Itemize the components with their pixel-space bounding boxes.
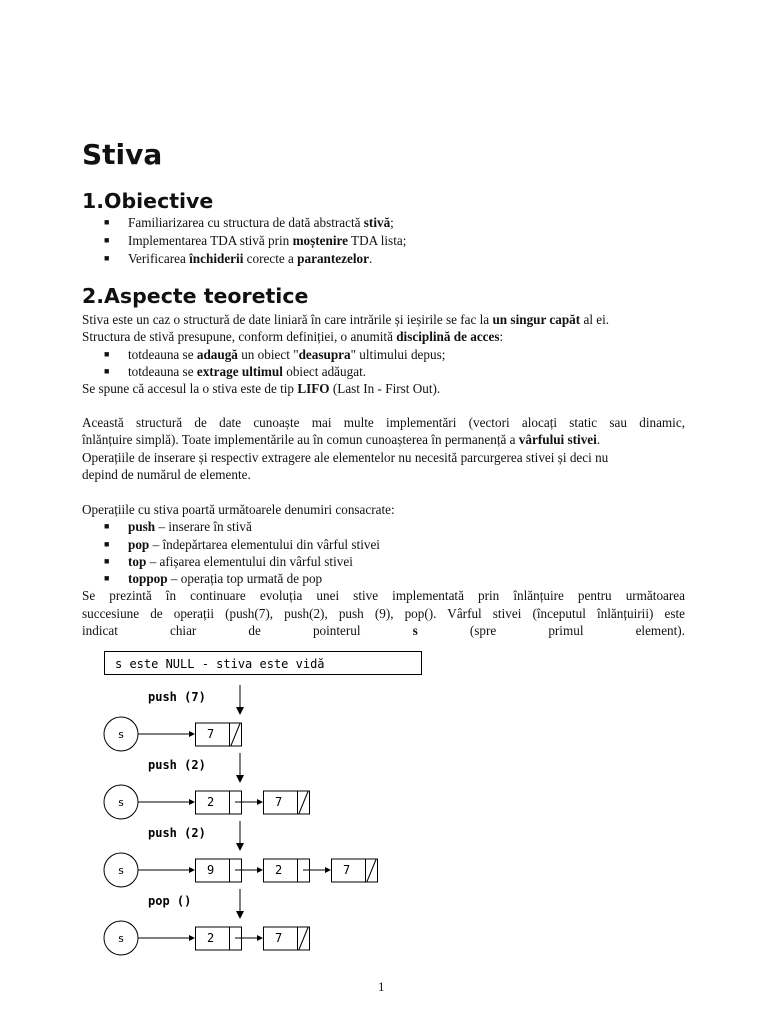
node-value: 7 [207,727,215,741]
arrowhead-icon [189,935,195,941]
null-slash-icon [299,792,308,814]
paragraph-line: Stiva este un caz o structură de date liniară în care intrările și ieșirile se fac la un singur capăt al ei. [82,312,610,327]
paragraph-line: Operațiile de inserare și respectiv extragere ale elementelor nu necesită parcurgerea stivei și deci nu [82,450,609,465]
list-node [196,791,242,814]
list-node [196,723,242,746]
list-node [332,859,378,882]
list-node [196,859,242,882]
bullet-icon: ■ [104,253,110,263]
access-rule-item: totdeauna se extrage ultimul obiect adăugat. [128,364,367,379]
bullet-icon: ■ [104,217,110,227]
paragraph-line: înlănțuire simplă). Toate implementările au în comun cunoașterea în permanență a vârfului stivei. [82,432,601,447]
arrowhead-icon [189,867,195,873]
arrowhead-icon [325,867,331,873]
node-value: 2 [207,795,215,809]
operation-label: push (7) [148,690,206,704]
null-state-label: s este NULL - stiva este vidă [115,657,325,671]
objective-item: Implementarea TDA stivă prin moștenire TDA lista; [128,233,407,248]
operation-label: push (2) [148,758,206,772]
paragraph-line: indicat chiar de pointerul s (spre primul element). [82,623,685,638]
down-arrowhead-icon [236,775,244,783]
arrowhead-icon [189,799,195,805]
node-value: 7 [343,863,351,877]
paragraph-line: succesiune de operații (push(7), push(2), push (9), pop(). Vârful stivei (începutul înlănțuirii) este [82,606,685,621]
arrowhead-icon [257,935,263,941]
null-slash-icon [231,724,240,746]
bullet-icon: ■ [104,573,110,583]
node-value: 2 [207,931,215,945]
operation-item: push – inserare în stivă [128,519,252,534]
pointer-s-label: s [117,796,125,809]
node-value: 2 [275,863,283,877]
objectives-heading: 1.Obiective [82,189,214,213]
operation-item: pop – îndepărtarea elementului din vârful stivei [128,537,380,552]
bullet-icon: ■ [104,235,110,245]
list-node [196,927,242,950]
page-number: 1 [378,979,385,994]
access-rule-item: totdeauna se adaugă un obiect "deasupra" ultimului depus; [128,347,446,362]
node-value: 7 [275,795,283,809]
paragraph-line: Structura de stivă presupune, conform definiției, o anumită disciplină de acces: [82,329,504,344]
down-arrowhead-icon [236,707,244,715]
operation-item: toppop – operația top urmată de pop [128,571,323,586]
bullet-icon: ■ [104,349,110,359]
operation-item: top – afișarea elementului din vârful stivei [128,554,353,569]
list-node [264,859,310,882]
objective-item: Verificarea închiderii corecte a parantezelor. [128,251,373,266]
operation-label: pop () [148,894,192,908]
diagram-steps [104,685,378,955]
bullet-icon: ■ [104,556,110,566]
list-node [264,927,310,950]
theory-heading: 2.Aspecte teoretice [82,284,309,308]
paragraph-line: Operațiile cu stiva poartă următoarele denumiri consacrate: [82,502,395,517]
bullet-icon: ■ [104,366,110,376]
arrowhead-icon [257,867,263,873]
objective-item: Familiarizarea cu structura de dată abstractă stivă; [128,215,394,230]
null-slash-icon [299,928,308,950]
operation-label: push (2) [148,826,206,840]
arrowhead-icon [257,799,263,805]
bullet-icon: ■ [104,539,110,549]
paragraph-line: Se spune că accesul la o stiva este de tip LIFO (Last In - First Out). [82,381,441,396]
arrowhead-icon [189,731,195,737]
down-arrowhead-icon [236,843,244,851]
list-node [264,791,310,814]
paragraph-line: Se prezintă în continuare evoluția unei stive implementată prin înlănțuire pentru următoarea [82,588,685,603]
pointer-s-label: s [117,728,125,741]
bullet-icon: ■ [104,521,110,531]
node-value: 7 [275,931,283,945]
null-slash-icon [367,860,376,882]
paragraph-line: Această structură de date cunoaște mai multe implementări (vectori alocați static sau dinamic, [82,415,685,430]
node-value: 9 [207,863,215,877]
pointer-s-label: s [117,864,125,877]
paragraph-line: depind de numărul de elemente. [82,467,251,482]
page-title: Stiva [82,138,163,171]
down-arrowhead-icon [236,911,244,919]
pointer-s-label: s [117,932,125,945]
